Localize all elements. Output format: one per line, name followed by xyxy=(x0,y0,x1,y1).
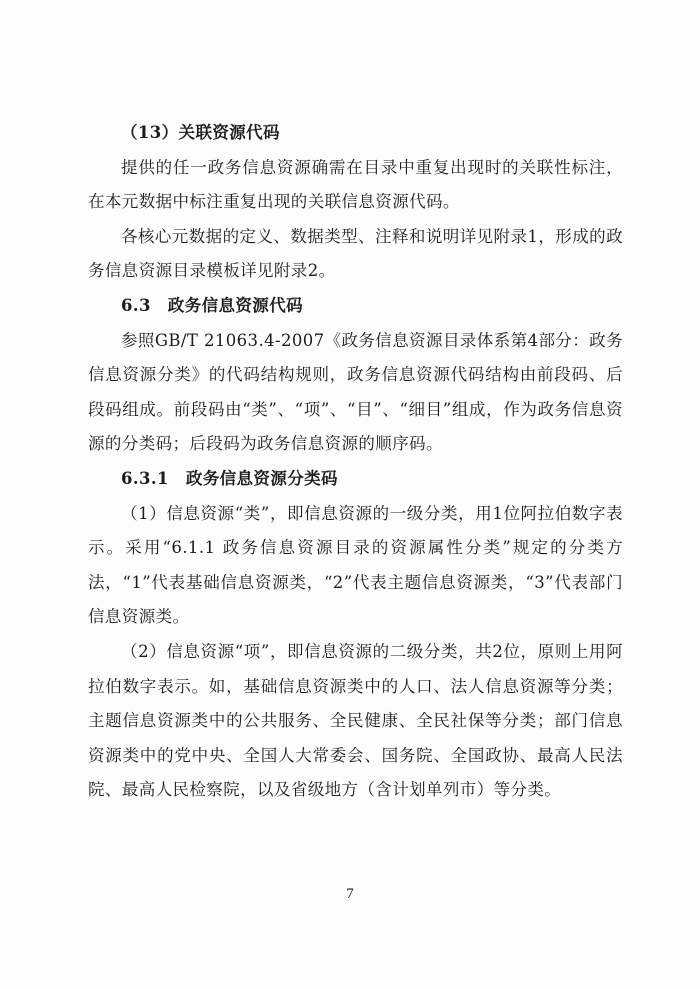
paragraph-related-code-description: 提供的任一政务信息资源确需在目录中重复出现时的关联性标注，在本元数据中标注重复出现的关联信息资源代码。 xyxy=(88,157,623,212)
paragraph-appendix-reference: 各核心元数据的定义、数据类型、注释和说明详见附录1，形成的政务信息资源目录模板详见附录2。 xyxy=(88,226,623,281)
paragraph-category-class: （1）信息资源“类”，即信息资源的一级分类，用1位阿拉伯数字表示。采用“6.1.1 政务信息资源目录的资源属性分类”规定的分类方法，“1”代表基础信息资源类，“2”代表主题信息资源类，“3”代表部门信息资源类。 xyxy=(88,503,623,627)
section-heading-6-3: 6.3 政务信息资源代码 xyxy=(121,295,304,315)
section-heading-6-3-1: 6.3.1 政务信息资源分类码 xyxy=(121,468,338,488)
page-body xyxy=(88,116,623,808)
paragraph-category-item: （2）信息资源“项”，即信息资源的二级分类，共2位，原则上用阿拉伯数字表示。如，基础信息资源类中的人口、法人信息资源等分类；主题信息资源类中的公共服务、全民健康、全民社保等分类；部门信息资源类中的党中央、全国人大常委会、国务院、全国政协、最高人民法院、最高人民检察院，以及省级地方（含计划单列市）等分类。 xyxy=(88,641,623,800)
paragraph-code-structure: 参照GB/T 21063.4-2007《政务信息资源目录体系第4部分：政务信息资源分类》的代码结构规则，政务信息资源代码结构由前段码、后段码组成。前段码由“类”、“项”、“目”、“细目”组成，作为政务信息资源的分类码；后段码为政务信息资源的顺序码。 xyxy=(88,330,623,454)
page-number: 7 xyxy=(346,886,354,902)
section-heading-related-resource-code: （13）关联资源代码 xyxy=(121,123,280,142)
